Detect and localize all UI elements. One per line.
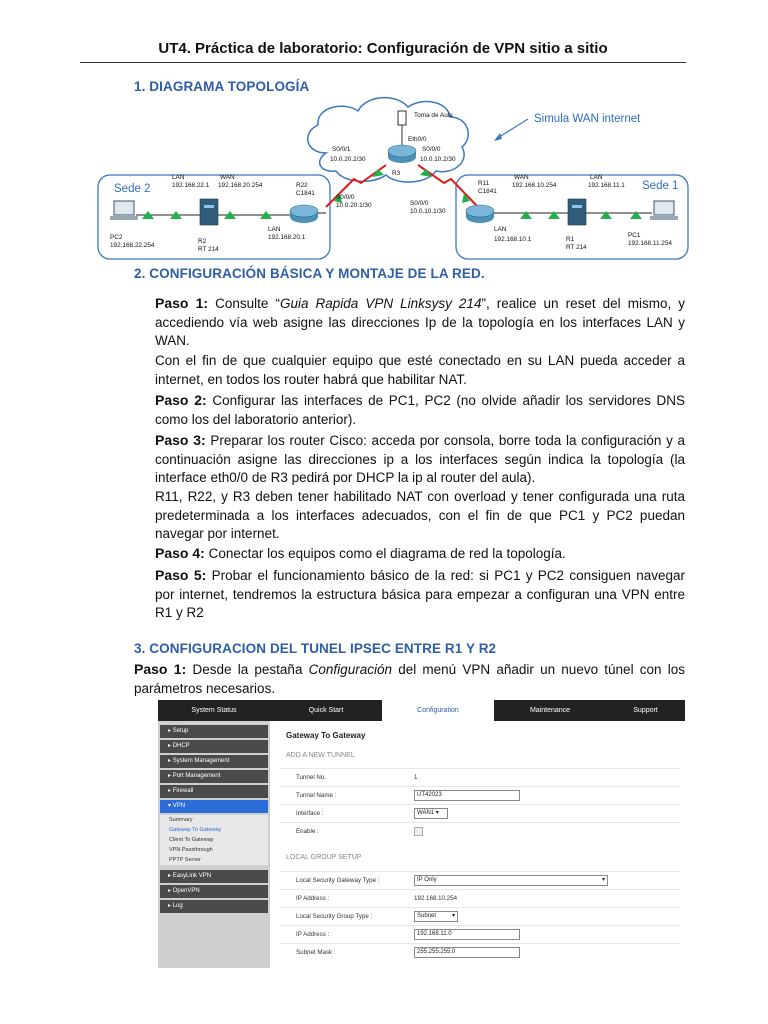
- r11-lan-label: LAN: [494, 226, 507, 233]
- section-2-heading: 2. CONFIGURACIÓN BÁSICA Y MONTAJE DE LA RED.: [134, 266, 485, 281]
- left-lan-ip: 192.168.22.1: [172, 182, 210, 189]
- sidebar-item-port-management[interactable]: ▸ Port Management: [160, 770, 268, 783]
- step-3-extra-paragraph: R11, R22, y R3 deben tener habilitado NAT con overload y tener configurada una ruta predeterminada a los interfaces adecuados, con el fin de que PC1 y PC2 puedan navegar por internet.: [155, 489, 685, 541]
- eth00-label: Eth0/0: [408, 136, 427, 143]
- row-enable: Enable :: [280, 822, 680, 841]
- r3-s000-ip: 10.0.10.2/30: [420, 156, 456, 163]
- r11-lan-ip: 192.168.10.1: [494, 236, 532, 243]
- sidebar-sub-pptp-server[interactable]: PPTP Server: [160, 855, 268, 865]
- sidebar-item-dhcp[interactable]: ▸ DHCP: [160, 740, 268, 753]
- router-config-screenshot: [158, 700, 685, 968]
- router-sidebar: [158, 721, 270, 968]
- left-wan-label: WAN: [220, 174, 235, 181]
- document-header-title: UT4. Práctica de laboratorio: Configuración de VPN sitio a sitio: [158, 40, 608, 57]
- row-tunnel-no: Tunnel No. 1: [280, 768, 680, 787]
- step-5-label: Paso 5:: [155, 567, 207, 583]
- step-2-paragraph: Paso 2: Configurar las interfaces de PC1, PC2 (no olvide añadir los servidores DNS como los del laboratorio anterior).: [155, 392, 685, 427]
- nav-maintenance[interactable]: Maintenance: [529, 707, 571, 714]
- right-lan-ip: 192.168.11.1: [588, 182, 625, 189]
- router-r2-device-icon: [200, 199, 218, 225]
- page-title: Gateway To Gateway: [286, 731, 366, 740]
- toma-de-aula-label: Toma de Aula: [414, 112, 453, 119]
- sidebar-item-vpn[interactable]: ▾ VPN: [160, 800, 268, 813]
- r22-lan-label: LAN: [268, 226, 281, 233]
- nav-configuration[interactable]: Configuration: [382, 700, 494, 721]
- pc1-label: PC1: [628, 232, 641, 239]
- section-3-step-1-label: Paso 1:: [134, 661, 187, 677]
- tunnel-name-input[interactable]: UT42023: [414, 790, 520, 801]
- sede-1-label: Sede 1: [642, 180, 679, 192]
- right-lan-label: LAN: [590, 174, 603, 181]
- step-1-label: Paso 1:: [155, 295, 209, 311]
- local-group-heading: LOCAL GROUP SETUP: [286, 854, 362, 861]
- row-subnet-mask: Subnet Mask : 255.255.255.0: [280, 943, 680, 962]
- nat-paragraph: Con el fin de que cualquier equipo que esté conectado en su LAN pueda acceder a internet, en todos los router habrá que habilitar NAT.: [155, 353, 685, 387]
- row-ip-address: IP Address : 192.168.10.254: [280, 889, 680, 908]
- pc2-computer-icon: [110, 201, 138, 220]
- left-lan-label: LAN: [172, 174, 185, 181]
- sidebar-sub-gateway-to-gateway[interactable]: Gateway To Gateway: [160, 825, 268, 835]
- header-divider: [80, 62, 686, 63]
- section-3-step-1-paragraph: Paso 1: Desde la pestaña Configuración del menú VPN añadir un nuevo túnel con los parámetros necesarios.: [134, 661, 685, 696]
- sidebar-sub-vpn-passthrough[interactable]: VPN Passthrough: [160, 845, 268, 855]
- step-2-label: Paso 2:: [155, 392, 207, 408]
- r22-s000-ip: 10.0.20.1/30: [336, 202, 372, 209]
- row-lsg-type: Local Security Gateway Type : IP Only ▾: [280, 871, 680, 890]
- nav-support[interactable]: Support: [633, 707, 658, 714]
- pc1-ip: 192.168.11.254: [628, 240, 672, 247]
- group-ip-address-input[interactable]: 192.168.11.0: [414, 929, 520, 940]
- interface-select[interactable]: WAN1 ▾: [414, 808, 448, 819]
- r22-lan-ip: 192.168.20.1: [268, 234, 306, 241]
- sidebar-item-firewall[interactable]: ▸ Firewall: [160, 785, 268, 798]
- step-1-paragraph: Paso 1: Consulte “Guia Rapida VPN Linksysy 214”, realice un reset del mismo, y accediendo vía web asigne las direcciones Ip de la topología en los interfaces LAN y WAN.: [155, 295, 685, 348]
- section-3-heading: 3. CONFIGURACION DEL TUNEL IPSEC ENTRE R1 Y R2: [134, 641, 497, 656]
- wan-note-label: Simula WAN internet: [534, 113, 641, 125]
- router-r22-icon: [290, 205, 318, 223]
- wan-cloud: [308, 98, 469, 182]
- sidebar-sub-summary[interactable]: Summary: [160, 815, 268, 825]
- r22-label: R22: [296, 182, 308, 189]
- left-wan-ip: 192.168.20.254: [218, 182, 263, 189]
- sidebar-sub-client-to-gateway[interactable]: Client To Gateway: [160, 835, 268, 845]
- r1-model: RT 214: [566, 244, 587, 251]
- nav-system-status[interactable]: System Status: [191, 707, 237, 714]
- right-wan-label: WAN: [514, 174, 529, 181]
- r22-model: C1841: [296, 190, 315, 197]
- right-s000-label: S0/0/0: [410, 200, 429, 207]
- r11-label: R11: [478, 180, 490, 187]
- sidebar-item-openvpn[interactable]: ▸ OpenVPN: [160, 885, 268, 898]
- r2-label: R2: [198, 238, 207, 245]
- sidebar-item-system-management[interactable]: ▸ System Management: [160, 755, 268, 768]
- right-wan-ip: 192.168.10.254: [512, 182, 557, 189]
- router-top-nav: [158, 700, 685, 721]
- router-r11-icon: [466, 205, 494, 223]
- lsg-type-select[interactable]: IP Only ▾: [414, 875, 608, 886]
- r3-s001-label: S0/0/1: [332, 146, 351, 153]
- row-ip-address-2: IP Address : 192.168.11.0: [280, 925, 680, 944]
- row-interface: Interface : WAN1 ▾: [280, 804, 680, 823]
- row-lsgroup-type: Local Security Group Type : Subnet ▾: [280, 907, 680, 926]
- step-4-label: Paso 4:: [155, 545, 205, 561]
- section-1-heading: 1. DIAGRAMA TOPOLOGÍA: [134, 79, 310, 94]
- r22-s000-label: S0/0/0: [336, 194, 355, 201]
- pc2-label: PC2: [110, 234, 123, 241]
- sidebar-item-log[interactable]: ▸ Log: [160, 900, 268, 913]
- row-tunnel-name: Tunnel Name : UT42023: [280, 786, 680, 805]
- r3-s000-label: S0/0/0: [422, 146, 441, 153]
- step-3-paragraph: Paso 3: Preparar los router Cisco: acceda por consola, borre toda la configuración y a continuación asigne las direcciones ip a los interfaces según indica la topología (la interface eth0/0 de R3 pedirá por DHCP la ip al router del aula).: [155, 432, 685, 485]
- r1-label: R1: [566, 236, 575, 243]
- step-3-label: Paso 3:: [155, 432, 206, 448]
- subnet-mask-input[interactable]: 255.255.255.0: [414, 947, 520, 958]
- lsgroup-type-select[interactable]: Subnet ▾: [414, 911, 458, 922]
- router-r3-icon: [388, 145, 416, 163]
- r3-label: R3: [392, 170, 401, 177]
- router-r1-device-icon: [568, 199, 586, 225]
- enable-checkbox[interactable]: [414, 827, 423, 836]
- sede-2-label: Sede 2: [114, 183, 151, 195]
- nav-quick-start[interactable]: Quick Start: [308, 707, 344, 714]
- pc2-ip: 192.168.22.254: [110, 242, 155, 249]
- r11-model: C1841: [478, 188, 497, 195]
- sidebar-item-setup[interactable]: ▸ Setup: [160, 725, 268, 738]
- step-5-paragraph: Paso 5: Probar el funcionamiento básico de la red: si PC1 y PC2 consiguen navegar por internet, tendremos la estructura básica para empezar a configuran una VPN entre R1 y R2: [155, 567, 685, 620]
- r3-s001-ip: 10.0.20.2/30: [330, 156, 366, 163]
- topology-diagram: [96, 95, 692, 270]
- add-tunnel-heading: ADD A NEW TUNNEL: [286, 752, 355, 759]
- pc1-computer-icon: [650, 201, 678, 220]
- sidebar-item-easylink[interactable]: ▸ EasyLink VPN: [160, 870, 268, 883]
- toma-de-aula-outlet: [398, 111, 406, 125]
- step-4-paragraph: Paso 4: Conectar los equipos como el diagrama de red la topología.: [155, 545, 566, 561]
- router-main-panel: [280, 721, 680, 968]
- right-s000-ip: 10.0.10.1/30: [410, 208, 446, 215]
- r2-model: RT 214: [198, 246, 219, 253]
